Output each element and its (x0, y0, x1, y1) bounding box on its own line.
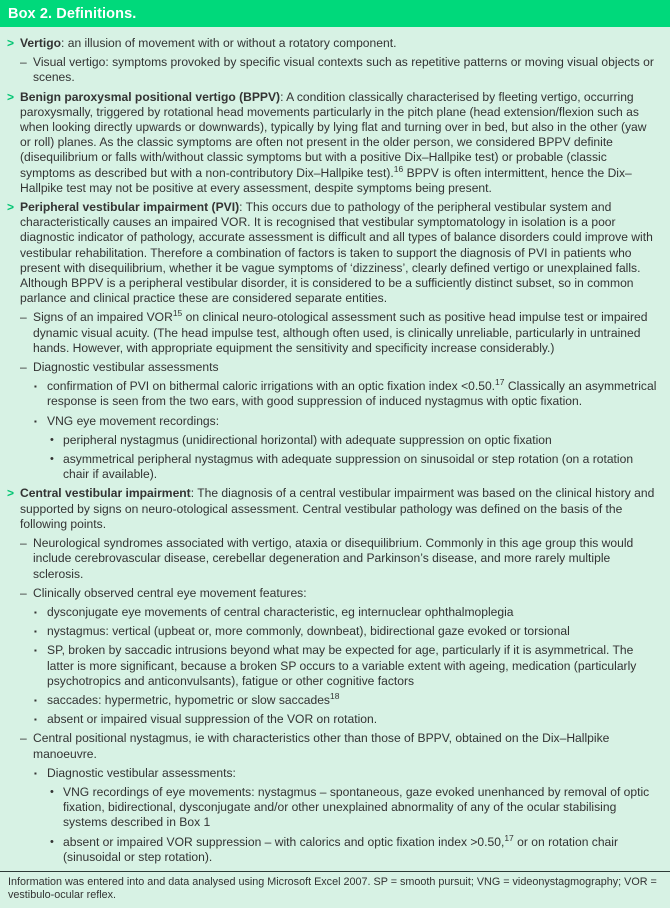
definition-item (0, 690, 660, 708)
definition-text: VNG eye movement recordings: (47, 413, 220, 428)
dash-bullet-icon: – (20, 536, 27, 551)
definition-item (0, 486, 660, 532)
definition-item (0, 731, 660, 761)
chevron-bullet-icon: > (7, 89, 15, 104)
definitions-list (0, 27, 670, 867)
square-bullet-icon: ▪ (34, 768, 37, 778)
definition-item (0, 414, 660, 429)
definition-item (0, 605, 660, 620)
definition-item (0, 586, 660, 601)
box-title: Box 2. Definitions. (0, 0, 670, 27)
definition-text: confirmation of PVI on bithermal caloric irrigations with an optic fixation index <0.50.17 Classically an asymmetrical response is seen from the two ears, with good suppression of induced nystagmus with optic fixation. (47, 377, 657, 409)
chevron-bullet-icon: > (7, 200, 15, 215)
definition-text: Benign paroxysmal positional vertigo (BPPV): A condition classically characterised by fleeting vertigo, occurring paroxysmally, triggered by rotational head movements particularly in the pitch plane (head extension/flexion such as when looking directly upwards or downwards), typically by lying flat and turning over in bed, but also in the other (yaw or roll) planes. As the classic symptoms are often not present in the older person, we considered BPPV definite (disequilibrium or falls with/without classic symptoms but with a positive Dix–Hallpike test) or probable (classic symptoms as described but with a non-contributory Dix–Hallpike test).$^{16}$ BPPV is often intermittent, hence the Dix–Hallpike test may not be positive at every assessment, despite symptoms being present. (20, 89, 647, 195)
definition-text: Neurological syndromes associated with vertigo, ataxia or disequilibrium. Commonly in this age group this would include cerebrovascular disease, cerebellar degeneration and Parkinson’s disease, and more rarely multiple sclerosis. (33, 536, 634, 581)
definition-text: absent or impaired VOR suppression – with calorics and optic fixation index >0.50,17 or on rotation chair (sinusoidal or step rotation). (63, 832, 618, 864)
dot-bullet-icon: • (50, 433, 54, 446)
dash-bullet-icon: – (20, 310, 27, 325)
definition-item (0, 310, 660, 356)
definition-text: peripheral nystagmus (unidirectional horizontal) with adequate suppression on optic fixation (63, 432, 552, 447)
dash-bullet-icon: – (20, 731, 27, 746)
definition-text: Visual vertigo: symptoms provoked by specific visual contexts such as repetitive patterns or moving visual objects or scenes. (33, 55, 654, 85)
definition-text: Diagnostic vestibular assessments: (47, 765, 236, 780)
dash-bullet-icon: – (20, 585, 27, 600)
dot-bullet-icon: • (50, 835, 54, 848)
definition-text: SP, broken by saccadic intrusions beyond what may be expected for age, particularly if it is asymmetrical. The latter is more significant, because a broken SP occurs to a variable extent with ageing, medication (particularly psychotropics and anticonvulsants), fatigue or other cognitive factors (47, 643, 637, 688)
definition-item (0, 433, 660, 448)
definition-item (0, 624, 660, 639)
definition-item (0, 785, 660, 831)
dash-bullet-icon: – (20, 360, 27, 375)
square-bullet-icon: ▪ (34, 646, 37, 656)
definition-item (0, 712, 660, 727)
definition-text: nystagmus: vertical (upbeat or, more commonly, downbeat), bidirectional gaze evoked or torsional (47, 624, 570, 639)
definition-item (0, 766, 660, 781)
definition-text: Clinically observed central eye movement features: (33, 585, 307, 600)
definition-item (0, 832, 660, 865)
definition-text: Central positional nystagmus, ie with characteristics other than those of BPPV, obtained on the Dix–Hallpike manoeuvre. (33, 731, 610, 761)
footnote: Information was entered into and data analysed using Microsoft Excel 2007. SP = smooth pursuit; VNG = videonystagmography; VOR = vestibulo-ocular reflex. (0, 871, 670, 908)
chevron-bullet-icon: > (7, 486, 15, 501)
definition-text: asymmetrical peripheral nystagmus with adequate suppression on sinusoidal or step rotation (on a rotation chair if available). (63, 452, 634, 482)
definition-item (0, 200, 660, 306)
definition-text: dysconjugate eye movements of central characteristic, eg internuclear ophthalmoplegia (47, 604, 514, 619)
definition-item (0, 90, 660, 196)
definition-item (0, 643, 660, 689)
dot-bullet-icon: • (50, 785, 54, 798)
definition-item (0, 55, 660, 85)
definition-item (0, 536, 660, 582)
definition-text: saccades: hypermetric, hypometric or slow saccades$^{18}$ (47, 690, 340, 707)
chevron-bullet-icon: > (7, 36, 15, 50)
square-bullet-icon: ▪ (34, 695, 37, 705)
definition-text: Peripheral vestibular impairment (PVI): This occurs due to pathology of the peripheral vestibular system and characteristically causes an impaired VOR. It is recognised that vestibular symptomatology in isolation is a poor diagnostic indicator of pathology, accurate assessment is difficult and all types of balance disorders could improve with vestibular rehabilitation. Therefore a combination of factors is taken to support the diagnosis of PVI in patients who present with disequilibrium, whether it be vague symptoms of ‘dizziness’, clearly defined vertigo or unexplained falls. Although BPPV is a peripheral vestibular disorder, it is considered to be a sufficiently distinct subset, so in common parlance and clinical practice these are considered separate entities. (20, 200, 653, 306)
dash-bullet-icon: – (20, 55, 27, 70)
definition-text: Vertigo: an illusion of movement with or without a rotatory component. (20, 36, 397, 50)
definition-text: VNG recordings of eye movements: nystagmus – spontaneous, gaze evoked unenhanced by removal of optic fixation, bidirectional, dysconjugate and/or other unexplained abnormality of any of the ocular stabilising systems described in Box 1 (63, 784, 650, 830)
definition-text: absent or impaired visual suppression of the VOR on rotation. (47, 712, 378, 727)
definition-text: Central vestibular impairment: The diagnosis of a central vestibular impairment was based on the clinical history and supported by signs on neuro-otological assessment. Central vestibular pathology was defined on the basis of the following points. (20, 486, 655, 531)
square-bullet-icon: ▪ (34, 715, 37, 725)
square-bullet-icon: ▪ (34, 607, 37, 617)
definition-text: Signs of an impaired VOR$^{15}$ on clinical neuro-otological assessment such as positive head impulse test or impaired dynamic visual acuity. (The head impulse test, although often used, is clinically unreliable, particularly in untrained hands. However, with appropriate equipment the sensitivity and specificity increase considerably.) (33, 308, 648, 355)
definition-item (0, 36, 660, 51)
definition-item (0, 379, 660, 409)
definition-text: Diagnostic vestibular assessments (33, 360, 219, 375)
definition-item (0, 452, 660, 482)
square-bullet-icon: ▪ (34, 416, 37, 426)
square-bullet-icon: ▪ (34, 382, 37, 392)
square-bullet-icon: ▪ (34, 627, 37, 637)
dot-bullet-icon: • (50, 453, 54, 466)
definition-item (0, 360, 660, 375)
